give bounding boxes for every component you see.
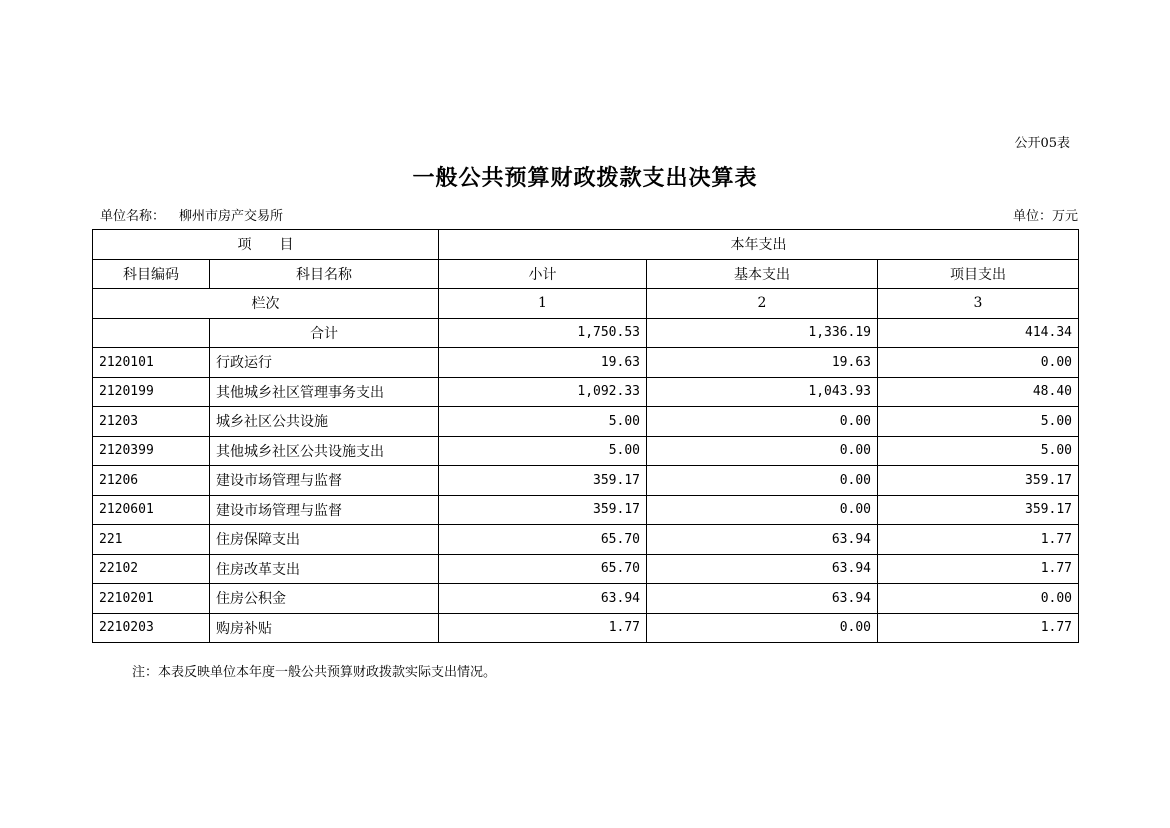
row-name: 住房改革支出 [210, 554, 439, 584]
row-project: 1.77 [878, 525, 1079, 555]
row-subtotal: 1.77 [439, 613, 647, 643]
total-code [93, 318, 210, 348]
row-project: 0.00 [878, 348, 1079, 378]
unit-info [100, 205, 283, 224]
row-code: 2120101 [93, 348, 210, 378]
header-col2: 2 [647, 289, 878, 319]
header-row-1 [93, 230, 1079, 260]
row-code: 22102 [93, 554, 210, 584]
row-name: 购房补贴 [210, 613, 439, 643]
expenditure-table [92, 229, 1079, 643]
row-basic: 0.00 [647, 436, 878, 466]
row-code: 2120399 [93, 436, 210, 466]
header-col1: 1 [439, 289, 647, 319]
table-row [93, 525, 1079, 555]
row-name: 城乡社区公共设施 [210, 407, 439, 437]
row-subtotal: 359.17 [439, 466, 647, 496]
row-basic: 0.00 [647, 495, 878, 525]
row-name: 行政运行 [210, 348, 439, 378]
unit-label: 单位名称： [100, 209, 166, 224]
row-name: 其他城乡社区公共设施支出 [210, 436, 439, 466]
row-name: 其他城乡社区管理事务支出 [210, 377, 439, 407]
row-project: 1.77 [878, 613, 1079, 643]
table-row [93, 613, 1079, 643]
row-code: 21206 [93, 466, 210, 496]
row-project: 359.17 [878, 495, 1079, 525]
row-subtotal: 5.00 [439, 436, 647, 466]
total-label: 合计 [210, 318, 439, 348]
total-project: 414.34 [878, 318, 1079, 348]
table-row [93, 348, 1079, 378]
table-row [93, 407, 1079, 437]
unit-name: 柳州市房产交易所 [179, 209, 284, 224]
page-title: 一般公共预算财政拨款支出决算表 [412, 165, 758, 191]
table-row [93, 554, 1079, 584]
row-code: 2120199 [93, 377, 210, 407]
footnote: 注：本表反映单位本年度一般公共预算财政拨款实际支出情况。 [132, 665, 497, 680]
unit-measure: 单位：万元 [1012, 209, 1078, 224]
row-project: 1.77 [878, 554, 1079, 584]
form-code: 公开05表 [1014, 136, 1070, 151]
row-subtotal: 65.70 [439, 525, 647, 555]
table-row [93, 584, 1079, 614]
row-subtotal: 19.63 [439, 348, 647, 378]
header-project: 项 目 [93, 230, 439, 260]
row-code: 2210201 [93, 584, 210, 614]
row-basic: 0.00 [647, 407, 878, 437]
header-column-no: 栏次 [93, 289, 439, 319]
row-basic: 0.00 [647, 466, 878, 496]
row-code: 221 [93, 525, 210, 555]
row-name: 建设市场管理与监督 [210, 466, 439, 496]
row-name: 住房公积金 [210, 584, 439, 614]
row-basic: 63.94 [647, 525, 878, 555]
row-project: 359.17 [878, 466, 1079, 496]
table-row [93, 377, 1079, 407]
row-name: 建设市场管理与监督 [210, 495, 439, 525]
row-basic: 63.94 [647, 584, 878, 614]
row-subtotal: 5.00 [439, 407, 647, 437]
header-col3: 3 [878, 289, 1079, 319]
row-code: 2120601 [93, 495, 210, 525]
row-basic: 19.63 [647, 348, 878, 378]
header-name: 科目名称 [210, 259, 439, 289]
header-basic: 基本支出 [647, 259, 878, 289]
table-row [93, 436, 1079, 466]
header-code: 科目编码 [93, 259, 210, 289]
row-basic: 1,043.93 [647, 377, 878, 407]
row-subtotal: 63.94 [439, 584, 647, 614]
total-basic: 1,336.19 [647, 318, 878, 348]
row-subtotal: 65.70 [439, 554, 647, 584]
total-row [93, 318, 1079, 348]
row-code: 21203 [93, 407, 210, 437]
header-row-2 [93, 259, 1079, 289]
row-project: 5.00 [878, 436, 1079, 466]
row-subtotal: 1,092.33 [439, 377, 647, 407]
table-row [93, 495, 1079, 525]
row-project: 0.00 [878, 584, 1079, 614]
row-name: 住房保障支出 [210, 525, 439, 555]
total-subtotal: 1,750.53 [439, 318, 647, 348]
row-subtotal: 359.17 [439, 495, 647, 525]
header-project-exp: 项目支出 [878, 259, 1079, 289]
row-code: 2210203 [93, 613, 210, 643]
header-subtotal: 小计 [439, 259, 647, 289]
row-basic: 0.00 [647, 613, 878, 643]
row-basic: 63.94 [647, 554, 878, 584]
table-row [93, 466, 1079, 496]
row-project: 48.40 [878, 377, 1079, 407]
header-current-year: 本年支出 [439, 230, 1079, 260]
header-row-3 [93, 289, 1079, 319]
row-project: 5.00 [878, 407, 1079, 437]
